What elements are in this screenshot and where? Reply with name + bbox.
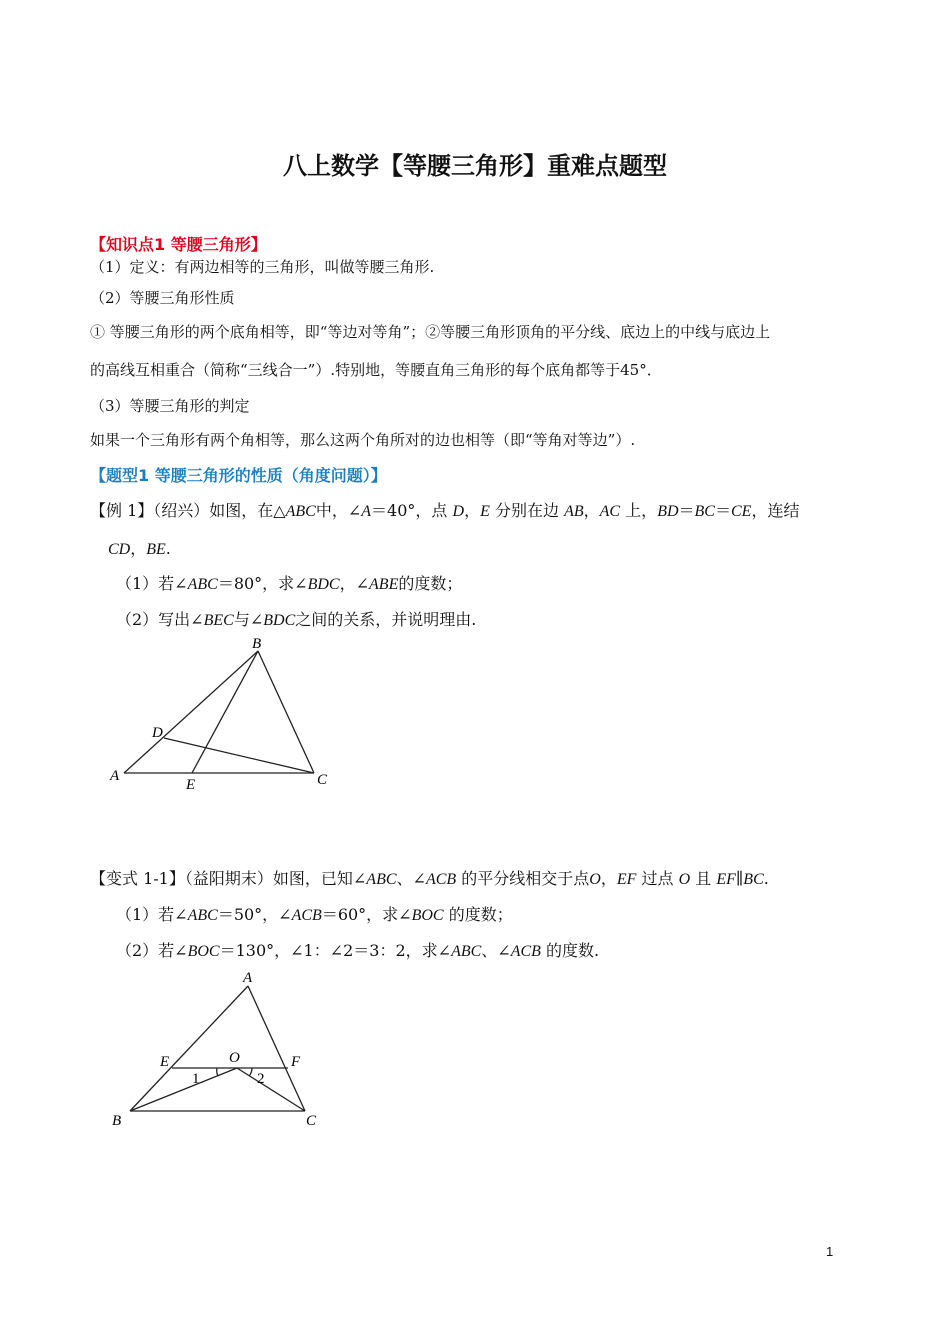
variant-1-1-stem bbox=[90, 866, 769, 889]
text: 如图，已知∠ bbox=[272, 869, 367, 888]
text: 的度数； bbox=[398, 574, 463, 593]
label-D: D bbox=[152, 725, 163, 741]
text: 的平分线相交于点 bbox=[461, 869, 590, 888]
math-var: AB bbox=[564, 503, 584, 520]
example-1-stem-cont bbox=[108, 536, 171, 559]
property-heading: （2）等腰三角形性质 bbox=[90, 289, 235, 307]
math-var: ACB bbox=[510, 943, 541, 960]
text: ＝50°，∠ bbox=[217, 905, 292, 924]
text: ＝ bbox=[678, 501, 695, 520]
text: 过点 bbox=[641, 869, 674, 888]
math-var: EF bbox=[616, 871, 637, 888]
math-var: BOC bbox=[187, 943, 220, 960]
math-var: CD bbox=[108, 541, 131, 558]
text: （1）若∠ bbox=[116, 574, 188, 593]
page-title: 八上数学【等腰三角形】重难点题型 bbox=[283, 152, 667, 180]
segment-BO bbox=[130, 1068, 237, 1111]
text: 、∠ bbox=[481, 941, 511, 960]
judgement-heading: （3）等腰三角形的判定 bbox=[90, 397, 250, 415]
text: 分别在边 bbox=[494, 501, 559, 520]
text: 中，∠ bbox=[315, 501, 362, 520]
text: ，连结 bbox=[751, 501, 800, 520]
text: ， bbox=[130, 539, 147, 558]
text: ， bbox=[600, 869, 617, 888]
math-var: BC bbox=[743, 871, 764, 888]
math-var: ABC bbox=[285, 503, 316, 520]
property-line-1: ① 等腰三角形的两个底角相等，即“等边对等角”；②等腰三角形顶角的平分线、底边上的中线与底边上 bbox=[90, 323, 771, 341]
label-O: O bbox=[229, 1050, 240, 1066]
math-var: ABE bbox=[369, 576, 399, 593]
label-angle-2: 2 bbox=[257, 1071, 265, 1087]
label-A: A bbox=[110, 768, 120, 784]
segment-AB bbox=[130, 986, 248, 1111]
text: 如图，在△ bbox=[209, 501, 286, 520]
text: ， bbox=[464, 501, 481, 520]
math-var: O bbox=[589, 871, 601, 888]
math-var: CE bbox=[731, 503, 752, 520]
judgement-line: 如果一个三角形有两个角相等，那么这两个角所对的边也相等（即“等角对等边”）. bbox=[90, 431, 636, 449]
math-var: BOC bbox=[411, 907, 444, 924]
label-A: A bbox=[243, 970, 253, 986]
variant-1-1-question-1 bbox=[116, 902, 513, 925]
segment-CD bbox=[164, 738, 314, 773]
math-var: BEC bbox=[203, 612, 234, 629]
label-B: B bbox=[112, 1113, 122, 1129]
example-1-figure bbox=[100, 635, 340, 800]
text: 与∠ bbox=[233, 610, 264, 629]
text: ＝60°，求∠ bbox=[321, 905, 412, 924]
angle-2-arc bbox=[249, 1068, 252, 1076]
type-heading-1: 【题型1 等腰三角形的性质（角度问题）】 bbox=[90, 466, 387, 485]
math-var: EF bbox=[716, 871, 736, 888]
section-heading-knowledge-1: 【知识点1 等腰三角形】 bbox=[90, 235, 267, 254]
text: ＝ bbox=[714, 501, 731, 520]
text: ＝130°，∠1：∠2＝3：2，求∠ bbox=[219, 941, 452, 960]
label-angle-1: 1 bbox=[192, 1071, 200, 1087]
math-var: BC bbox=[694, 503, 715, 520]
label-E: E bbox=[186, 777, 196, 793]
math-var: ABC bbox=[187, 907, 218, 924]
math-var: ABC bbox=[366, 871, 397, 888]
text: . bbox=[763, 869, 769, 888]
definition-line: （1）定义：有两边相等的三角形，叫做等腰三角形. bbox=[90, 258, 435, 276]
text: 之间的关系，并说明理由. bbox=[295, 610, 477, 629]
example-source: （绍兴） bbox=[153, 501, 210, 520]
example-1-question-2 bbox=[116, 607, 476, 630]
text: ＝40°，点 bbox=[371, 501, 448, 520]
variant-source: （益阳期末） bbox=[184, 869, 273, 888]
math-var: D bbox=[452, 503, 465, 520]
text: （2）若∠ bbox=[116, 941, 188, 960]
text: ∥ bbox=[735, 869, 744, 888]
segment-BE bbox=[192, 651, 258, 773]
text: 上， bbox=[625, 501, 658, 520]
text: . bbox=[165, 539, 171, 558]
math-var: ABC bbox=[187, 576, 218, 593]
variant-1-1-question-2 bbox=[116, 938, 599, 961]
text: 的度数. bbox=[546, 941, 600, 960]
example-1-question-1 bbox=[116, 571, 462, 594]
variant-1-1-figure bbox=[100, 965, 340, 1140]
text: 、∠ bbox=[396, 869, 426, 888]
math-var: BE bbox=[146, 541, 166, 558]
math-var: ABC bbox=[451, 943, 482, 960]
angle-1-arc bbox=[217, 1068, 218, 1076]
label-C: C bbox=[306, 1113, 317, 1129]
math-var: ACB bbox=[425, 871, 457, 888]
text: ，∠ bbox=[339, 574, 370, 593]
page-number: 1 bbox=[826, 1244, 834, 1259]
math-var: O bbox=[678, 871, 691, 888]
text: （2）写出∠ bbox=[116, 610, 204, 629]
label-C: C bbox=[317, 772, 328, 788]
label-F: F bbox=[291, 1054, 301, 1070]
math-var: A bbox=[361, 503, 372, 520]
math-var: AC bbox=[599, 503, 621, 520]
segment-BC bbox=[258, 651, 314, 773]
text: 且 bbox=[695, 869, 712, 888]
math-var: ACB bbox=[291, 907, 322, 924]
label-E: E bbox=[160, 1054, 170, 1070]
text: 的度数； bbox=[448, 905, 513, 924]
label-B: B bbox=[252, 636, 262, 652]
math-var: BDC bbox=[307, 576, 340, 593]
text: ＝80°，求∠ bbox=[217, 574, 308, 593]
property-line-2: 的高线互相重合（简称“三线合一”）.特别地，等腰直角三角形的每个底角都等于45°． bbox=[90, 361, 662, 379]
variant-label: 【变式 1-1】 bbox=[90, 869, 185, 888]
math-var: E bbox=[480, 503, 490, 520]
example-label: 【例 1】 bbox=[90, 501, 154, 520]
math-var: BDC bbox=[263, 612, 296, 629]
text: （1）若∠ bbox=[116, 905, 188, 924]
example-1-stem bbox=[90, 498, 799, 521]
math-var: BD bbox=[657, 503, 679, 520]
text: ， bbox=[583, 501, 600, 520]
